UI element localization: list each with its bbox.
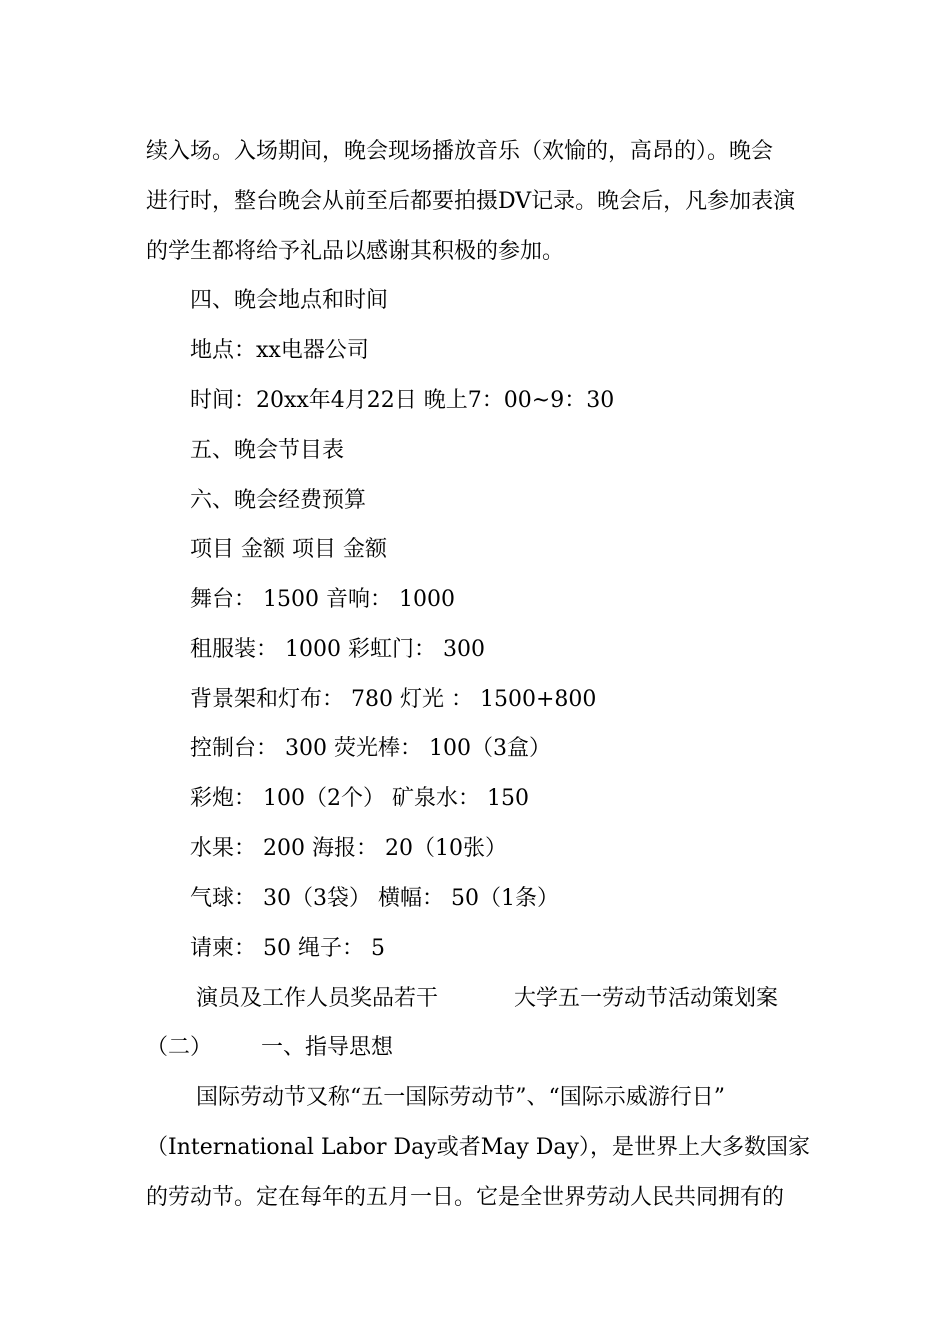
- budget-row: 请柬： 50 绳子： 5: [190, 936, 385, 961]
- time-line: 时间：20xx年4月22日 晚上7：00~9：30: [190, 388, 615, 413]
- budget-row: 彩炮： 100（2个） 矿泉水： 150: [190, 786, 529, 811]
- paragraph-line: 进行时，整台晚会从前至后都要拍摄DV记录。晚会后，凡参加表演: [146, 189, 796, 214]
- prize-line: 演员及工作人员奖品若干: [196, 986, 439, 1011]
- location-line: 地点：xx电器公司: [190, 338, 369, 363]
- budget-row: 背景架和灯布： 780 灯光 ： 1500+800: [190, 687, 597, 712]
- paragraph-line: 国际劳动节又称“五一国际劳动节”、“国际示威游行日”: [196, 1085, 725, 1110]
- plan-title-line: 大学五一劳动节活动策划案: [514, 986, 779, 1011]
- paragraph-line: 的学生都将给予礼品以感谢其积极的参加。: [146, 239, 565, 264]
- budget-row: 水果： 200 海报： 20（10张）: [190, 836, 507, 861]
- section-heading: 四、晚会地点和时间: [190, 288, 389, 313]
- section-heading: 五、晚会节目表: [190, 438, 345, 463]
- budget-row: 租服装： 1000 彩虹门： 300: [190, 637, 485, 662]
- section-heading: 六、晚会经费预算: [190, 488, 367, 513]
- part-two-line: （二） 一、指导思想: [146, 1035, 393, 1060]
- budget-row: 项目 金额 项目 金额: [190, 537, 387, 562]
- paragraph-line: （International Labor Day或者May Day），是世界上大多数国家: [146, 1135, 810, 1160]
- budget-row: 控制台： 300 荧光棒： 100（3盒）: [190, 736, 551, 761]
- budget-row: 气球： 30（3袋） 横幅： 50（1条）: [190, 886, 559, 911]
- budget-row: 舞台： 1500 音响： 1000: [190, 587, 455, 612]
- paragraph-line: 续入场。入场期间，晚会现场播放音乐（欢愉的，高昂的）。晚会: [146, 139, 774, 164]
- paragraph-line: 的劳动节。定在每年的五月一日。它是全世界劳动人民共同拥有的: [146, 1185, 785, 1210]
